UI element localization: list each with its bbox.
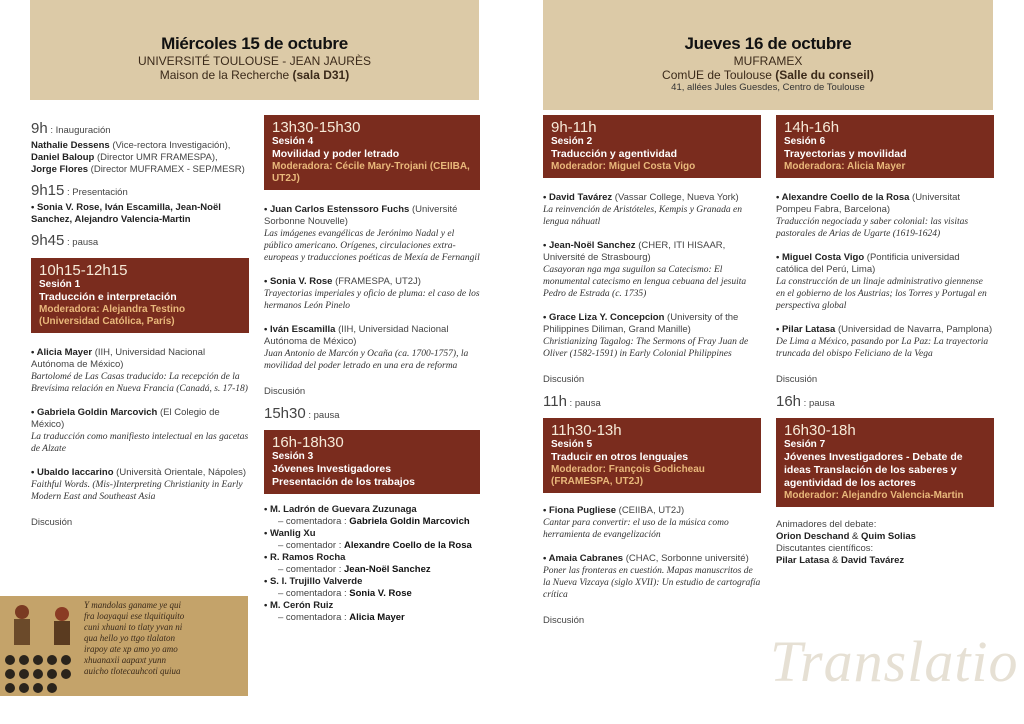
column-thursday-morning (543, 115, 761, 627)
session-subtitle: Presentación de los trabajos (272, 476, 415, 488)
talk-item: • Alicia Mayer (IIH, Universidad Nacional Autónoma de México) Bartolomé de Las Casas traducido: La recepción de la Brevísima relación en Nueva Francia (Canadá, s. 17-18) (31, 347, 249, 395)
session-6-box (776, 115, 994, 178)
talk-item: • Alexandre Coello de la Rosa (Universitat Pompeu Fabra, Barcelona) Traducción negociada y saber colonial: las visitas pastorales de Arias de Ugarte (1619-1624) (776, 192, 994, 240)
pause-16h: 16h : pausa (776, 393, 835, 410)
session-time: 9h-11h (551, 119, 597, 136)
discussion-label: Discusión (543, 615, 585, 626)
talk-item: • Fiona Pugliese (CEIIBA, UT2J) Cantar para convertir: el uso de la música como herramienta de evangelización (543, 505, 761, 541)
discussion-label: Discusión (264, 386, 306, 397)
session-name: Sesión 4 (272, 136, 314, 147)
column-wednesday-afternoon (264, 115, 480, 624)
talk-item: • Juan Carlos Estenssoro Fuchs (Université Sorbonne Nouvelle) Las imágenes evangélicas de Jerónimo Nadal y el público americano. Orígenes, circulaciones extra-europeas y traducciones poéticas de Mexía de Fernangil (264, 204, 480, 264)
talk-item: • Iván Escamilla (IIH, Universidad Nacional Autónoma de México) Juan Antonio de Marcón y Ocaña (ca. 1700-1757), la movilidad del poder letrado en una era de reforma (264, 324, 480, 372)
left-day-header (30, 0, 479, 100)
debate-animators-label: Animadores del debate: (776, 519, 877, 530)
session-4-box (264, 115, 480, 190)
talk-title: De Lima a México, pasando por La Paz: La trayectoria truncada del obispo Feliciano de la Vega (776, 337, 989, 359)
session-5-box (543, 418, 761, 493)
inaug-person: Daniel Baloup (Director UMR FRAMESPA), (31, 152, 218, 163)
talk-item: • Amaia Cabranes (CHAC, Sorbonne université) Poner las fronteras en cuestión. Mapas manuscritos de la Nueva Vizcaya (siglo XVII): Un estudio de cartografía crítica (543, 553, 761, 601)
young-researchers-list (264, 504, 480, 624)
discussion-label: Discusión (31, 517, 73, 528)
session-3-box (264, 430, 480, 494)
session-time: 10h15-12h15 (39, 262, 128, 279)
time-9h15: 9h15 : Presentación (31, 182, 128, 199)
discussion-label: Discusión (543, 374, 585, 385)
talk-title: Juan Antonio de Marcón y Ocaña (ca. 1700-1757), la movilidad del poder letrado en una era de reforma (264, 349, 469, 371)
young-researcher: • S. I. Trujillo Valverde (264, 576, 480, 588)
talk-title: Bartolomé de Las Casas traducido: La recepción de la Brevísima relación en Nueva Francia (Canadá, s. 17-18) (31, 372, 248, 394)
talk-item: • Sonia V. Rose (FRAMESPA, UT2J) Trayectorias imperiales y oficio de pluma: el caso de los hermanos León Pinelo (264, 276, 480, 312)
session-title: Traducir en otros lenguajes (551, 451, 689, 463)
debate-animators: Orion Deschand & Quim Solias (776, 531, 916, 542)
right-day-title: Jueves 16 de octubre (684, 34, 852, 53)
session-moderator: Moderador: Miguel Costa Vigo (551, 161, 696, 172)
session-time: 16h-18h30 (272, 434, 344, 451)
young-researcher: • M. Ladrón de Guevara Zuzunaga (264, 504, 480, 516)
left-venue-line1: UNIVERSITÉ TOULOUSE - JEAN JAURÈS (138, 54, 371, 68)
time-9h45: 9h45 : pausa (31, 232, 99, 249)
talk-item: • Grace Liza Y. Concepcion (University of the Philippines Diliman, Grand Manille) Christianizing Tagalog: The Sermons of Fray Juan de Oliver (1582-1591) in Early Colonial Philippines (543, 312, 761, 360)
session-moderator: Moderadora: Cécile Mary-Trojani (CEIIBA, UT2J) (272, 161, 470, 184)
column-thursday-afternoon (776, 115, 994, 567)
manuscript-image (0, 596, 248, 696)
pause-15h30: 15h30 : pausa (264, 405, 340, 422)
talk-title: Casayoran nga mga suguilon sa Catecismo: El monumental catecismo en lengua cebuana del jesuita Pedro de Estrada (c. 1735) (543, 265, 747, 299)
commentator: – comentadora : Sonia V. Rose (278, 588, 412, 599)
session-name: Sesión 5 (551, 439, 593, 450)
inaug-person: Nathalie Dessens (Vice-rectora Investigación), (31, 140, 231, 151)
talk-item: • Jean-Noël Sanchez (CHER, ITI HISAAR, Université de Strasbourg) Casayoran nga mga suguilon sa Catecismo: El monumental catecismo en lengua cebuana del jesuita Pedro de Estrada (c. 1735) (543, 240, 761, 300)
right-venue-line2: ComUE de Toulouse (Salle du conseil) (662, 68, 874, 82)
right-venue-line1: MUFRAMEX (733, 54, 803, 68)
right-venue-line3: 41, allées Jules Guesdes, Centro de Toulouse (671, 82, 865, 93)
session-moderator: Moderadora: Alicia Mayer (784, 161, 906, 172)
session-title: Traducción e interpretación (39, 291, 177, 303)
session-time: 16h30-18h (784, 422, 856, 439)
commentator: – comentadora : Gabriela Goldin Marcovich (278, 516, 470, 527)
session-moderator: Moderador: François Godicheau (FRAMESPA, UT2J) (551, 464, 705, 487)
svg-text:Y mandolas ganame ye qui: Y mandolas ganame ye qui fra loayaqui ese tlquitiquito cuni xhuani to tlaty yvan ni qua hello yo ttgo tlalaton irapoy ate xp amo yo amo xhuanaxii aapaxt yunn auicho tlotecauhcoti quiua (84, 600, 185, 676)
inaug-person: Jorge Flores (Director MUFRAMEX - SEP/MESR) (31, 164, 245, 175)
session-title: Jóvenes Investigadores (272, 463, 392, 475)
session-title: Trayectorias y movilidad (784, 148, 907, 160)
translatio-watermark: Translatio (770, 629, 1019, 694)
column-wednesday-morning (31, 120, 249, 529)
left-venue-line2: Maison de la Recherche (sala D31) (159, 68, 350, 82)
session-name: Sesión 7 (784, 439, 826, 450)
session-title: Movilidad y poder letrado (272, 148, 400, 160)
session-name: Sesión 1 (39, 279, 81, 290)
time-9h: 9h : Inauguración (31, 120, 111, 137)
discussants-label: Discutantes científicos: (776, 543, 874, 554)
talk-title: Cantar para convertir: el uso de la música como herramienta de evangelización (543, 518, 729, 540)
session-7-box (776, 418, 994, 507)
pause-11h: 11h : pausa (543, 393, 601, 410)
session-title: Jóvenes Investigadores - Debate de ideas Translación de los saberes y agentividad de los actores (784, 451, 963, 489)
presentation-names: • Sonia V. Rose, Iván Escamilla, Jean-Noël Sanchez, Alejandro Valencia-Martin (31, 202, 249, 226)
session-time: 11h30-13h (551, 422, 622, 439)
commentator: – comentador : Alexandre Coello de la Rosa (278, 540, 472, 551)
talk-item: • Gabriela Goldin Marcovich (El Colegio de México) La traducción como manifiesto intelectual en las gacetas de Alzate (31, 407, 249, 455)
talk-title: Faithful Words. (Mis-)Interpreting Christianity in Early Modern East and Southeast Asia (31, 480, 243, 502)
session-name: Sesión 3 (272, 451, 314, 462)
session-time: 14h-16h (784, 119, 840, 136)
inauguration-list (31, 140, 249, 176)
session-2-box (543, 115, 761, 178)
talk-title: Christianizing Tagalog: The Sermons of Fray Juan de Oliver (1582-1591) in Early Colonial Philippines (543, 337, 749, 359)
commentator: – comentador : Jean-Noël Sanchez (278, 564, 431, 575)
talk-title: Poner las fronteras en cuestión. Mapas manuscritos de la Nueva Vizcaya (siglo XVII): Un estudio de cartografía crítica (543, 566, 761, 600)
young-researcher: • Wanlig Xu (264, 528, 480, 540)
talk-item: • Miguel Costa Vigo (Pontificia universidad católica del Perú, Lima) La construcción de un linaje administrativo giennense en el gobierno de los Austrias; los Torres y Portugal en perspectiva global (776, 252, 994, 312)
session-moderator: Moderadora: Alejandra Testino (Universidad Católica, París) (39, 304, 186, 327)
session-time: 13h30-15h30 (272, 119, 361, 136)
session-name: Sesión 6 (784, 136, 826, 147)
session-name: Sesión 2 (551, 136, 593, 147)
young-researcher: • R. Ramos Rocha (264, 552, 480, 564)
talk-title: Trayectorias imperiales y oficio de pluma: el caso de los hermanos León Pinelo (264, 289, 480, 311)
left-day-title: Miércoles 15 de octubre (161, 34, 348, 53)
talk-title: La traducción como manifiesto intelectual en las gacetas de Alzate (31, 432, 249, 454)
session-1-box (31, 258, 249, 333)
talk-title: La reinvención de Aristóteles, Kempis y Granada en lengua náhuatl (543, 205, 742, 227)
talk-item: • David Tavárez (Vassar College, Nueva York) La reinvención de Aristóteles, Kempis y Granada en lengua náhuatl (543, 192, 761, 228)
discussion-label: Discusión (776, 374, 818, 385)
talk-item: • Ubaldo Iaccarino (Università Orientale, Nápoles) Faithful Words. (Mis-)Interpreting Christianity in Early Modern East and Southeast Asia (31, 467, 249, 503)
session-moderator: Moderador: Alejandro Valencia-Martin (784, 490, 964, 501)
commentator: – comentadora : Alicia Mayer (278, 612, 405, 623)
session-title: Traducción y agentividad (551, 148, 678, 160)
talk-item: • Pilar Latasa (Universidad de Navarra, Pamplona) De Lima a México, pasando por La Paz: La trayectoria truncada del obispo Feliciano de la Vega (776, 324, 994, 360)
talk-title: La construcción de un linaje administrativo giennense en el gobierno de los Austrias; los Torres y Portugal en perspectiva global (776, 277, 987, 311)
talk-title: Las imágenes evangélicas de Jerónimo Nadal y el público americano. Orígenes, circulaciones extra-europeas y traducciones poéticas de Mexía de Fernangil (264, 229, 480, 263)
right-day-header (543, 0, 993, 110)
young-researcher: • M. Cerón Ruiz (264, 600, 480, 612)
manuscript-illustration (0, 596, 248, 696)
discussants: Pilar Latasa & David Tavárez (776, 555, 905, 566)
talk-title: Traducción negociada y saber colonial: las visitas pastorales de Arias de Ugarte (1619-1624) (776, 217, 969, 239)
